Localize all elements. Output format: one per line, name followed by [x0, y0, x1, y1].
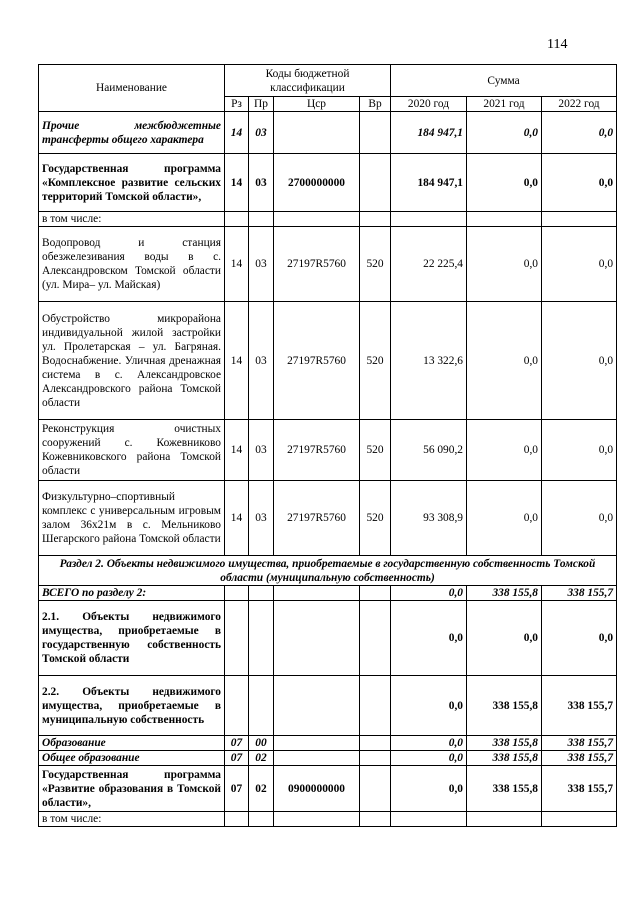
row-2020: 0,0: [391, 736, 467, 751]
header-sum: Сумма: [391, 65, 617, 97]
row-2020: 0,0: [391, 676, 467, 736]
row-2022: 338 155,7: [542, 766, 617, 812]
row-2022: 0,0: [542, 112, 617, 154]
row-rz: 07: [225, 766, 249, 812]
table-row: [39, 601, 617, 676]
table-row: [39, 736, 617, 751]
header-row: [39, 65, 617, 97]
row-vr: [360, 112, 391, 154]
row-2021: 0,0: [467, 154, 542, 212]
table-row: [39, 481, 617, 556]
row-csr: 27197R5760: [274, 227, 360, 302]
header-csr: Цср: [274, 97, 360, 112]
header-pr: Пр: [249, 97, 274, 112]
row-2021: 338 155,8: [467, 586, 542, 601]
row-pr: 03: [249, 154, 274, 212]
header-2020: 2020 год: [391, 97, 467, 112]
row-pr: 03: [249, 420, 274, 481]
table-row: [39, 751, 617, 766]
row-rz: 14: [225, 112, 249, 154]
row-2020: 0,0: [391, 751, 467, 766]
row-2021: 338 155,8: [467, 751, 542, 766]
table-row: [39, 766, 617, 812]
row-2022: 338 155,7: [542, 751, 617, 766]
row-2022: 338 155,7: [542, 676, 617, 736]
row-name: Физкультурно–спортивный комплекс с универсальным игровым залом 36х21м в с. Мельниково Шегарского района Томской области: [39, 481, 225, 556]
row-2022: 0,0: [542, 601, 617, 676]
row-name: Прочие межбюджетные трансферты общего характера: [39, 112, 225, 154]
row-2021: 0,0: [467, 227, 542, 302]
row-2022: 338 155,7: [542, 736, 617, 751]
row-pr: 02: [249, 751, 274, 766]
row-2020: 93 308,9: [391, 481, 467, 556]
row-2020: 13 322,6: [391, 302, 467, 420]
row-2020: 0,0: [391, 766, 467, 812]
row-name: 2.2. Объекты недвижимого имущества, приобретаемые в муниципальную собственность: [39, 676, 225, 736]
row-name: в том числе:: [39, 812, 225, 827]
row-2022: 338 155,7: [542, 586, 617, 601]
row-2022: 0,0: [542, 302, 617, 420]
row-vr: 520: [360, 302, 391, 420]
row-name: Обустройство микрорайона индивидуальной жилой застройки ул. Пролетарская – ул. Багряная. Водоснабжение. Уличная дренажная система в с. Александровское Александровского района Томской области: [39, 302, 225, 420]
row-2021: 0,0: [467, 302, 542, 420]
row-csr: 2700000000: [274, 154, 360, 212]
row-name: Образование: [39, 736, 225, 751]
row-name: Реконструкция очистных сооружений с. Кожевниково Кожевниковского района Томской области: [39, 420, 225, 481]
table-row: [39, 676, 617, 736]
header-2021: 2021 год: [467, 97, 542, 112]
row-pr: 03: [249, 227, 274, 302]
row-2020: 184 947,1: [391, 112, 467, 154]
row-rz: 14: [225, 227, 249, 302]
row-2021: 338 155,8: [467, 676, 542, 736]
row-2022: 0,0: [542, 154, 617, 212]
row-2021: 0,0: [467, 601, 542, 676]
section-title: Раздел 2. Объекты недвижимого имущества, приобретаемые в государственную собственность Томской области (муниципальную собственность): [39, 556, 617, 586]
row-csr: 27197R5760: [274, 302, 360, 420]
table-row: [39, 112, 617, 154]
row-name: в том числе:: [39, 212, 225, 227]
header-name: Наименование: [39, 65, 225, 112]
row-vr: [360, 154, 391, 212]
header-rz: Рз: [225, 97, 249, 112]
row-2022: 0,0: [542, 481, 617, 556]
row-csr: [274, 112, 360, 154]
header-codes: Коды бюджетной классификации: [225, 65, 391, 97]
table-row: [39, 812, 617, 827]
row-pr: 03: [249, 481, 274, 556]
row-name: ВСЕГО по разделу 2:: [39, 586, 225, 601]
row-2020: 184 947,1: [391, 154, 467, 212]
row-2021: 0,0: [467, 481, 542, 556]
section-row: [39, 556, 617, 586]
table-row: [39, 154, 617, 212]
row-name: Общее образование: [39, 751, 225, 766]
row-2021: 338 155,8: [467, 766, 542, 812]
table-row: [39, 302, 617, 420]
row-rz: 07: [225, 751, 249, 766]
row-vr: 520: [360, 227, 391, 302]
row-2021: 0,0: [467, 420, 542, 481]
row-rz: 14: [225, 481, 249, 556]
row-2020: 0,0: [391, 586, 467, 601]
header-2022: 2022 год: [542, 97, 617, 112]
header-vr: Вр: [360, 97, 391, 112]
row-name: Государственная программа «Комплексное развитие сельских территорий Томской области»,: [39, 154, 225, 212]
table-row: [39, 227, 617, 302]
row-2020: 0,0: [391, 601, 467, 676]
row-pr: 02: [249, 766, 274, 812]
row-csr: 27197R5760: [274, 420, 360, 481]
row-name: Государственная программа «Развитие образования в Томской области»,: [39, 766, 225, 812]
row-pr: 03: [249, 112, 274, 154]
page-number: 114: [547, 37, 568, 52]
row-rz: 14: [225, 154, 249, 212]
row-name: 2.1. Объекты недвижимого имущества, приобретаемые в государственную собственность Томской области: [39, 601, 225, 676]
row-2022: 0,0: [542, 420, 617, 481]
row-2021: 0,0: [467, 112, 542, 154]
row-rz: 14: [225, 420, 249, 481]
row-rz: 14: [225, 302, 249, 420]
row-csr: 0900000000: [274, 766, 360, 812]
row-pr: 00: [249, 736, 274, 751]
row-name: Водопровод и станция обезжелезивания воды в с. Александровском Томской области (ул. Мира– ул. Майская): [39, 227, 225, 302]
row-2021: 338 155,8: [467, 736, 542, 751]
table-row: [39, 420, 617, 481]
row-rz: 07: [225, 736, 249, 751]
row-2020: 22 225,4: [391, 227, 467, 302]
row-2022: 0,0: [542, 227, 617, 302]
row-pr: 03: [249, 302, 274, 420]
budget-table: [38, 64, 617, 827]
row-vr: 520: [360, 420, 391, 481]
row-vr: 520: [360, 481, 391, 556]
table-row: [39, 212, 617, 227]
row-2020: 56 090,2: [391, 420, 467, 481]
table-row: [39, 586, 617, 601]
row-csr: 27197R5760: [274, 481, 360, 556]
